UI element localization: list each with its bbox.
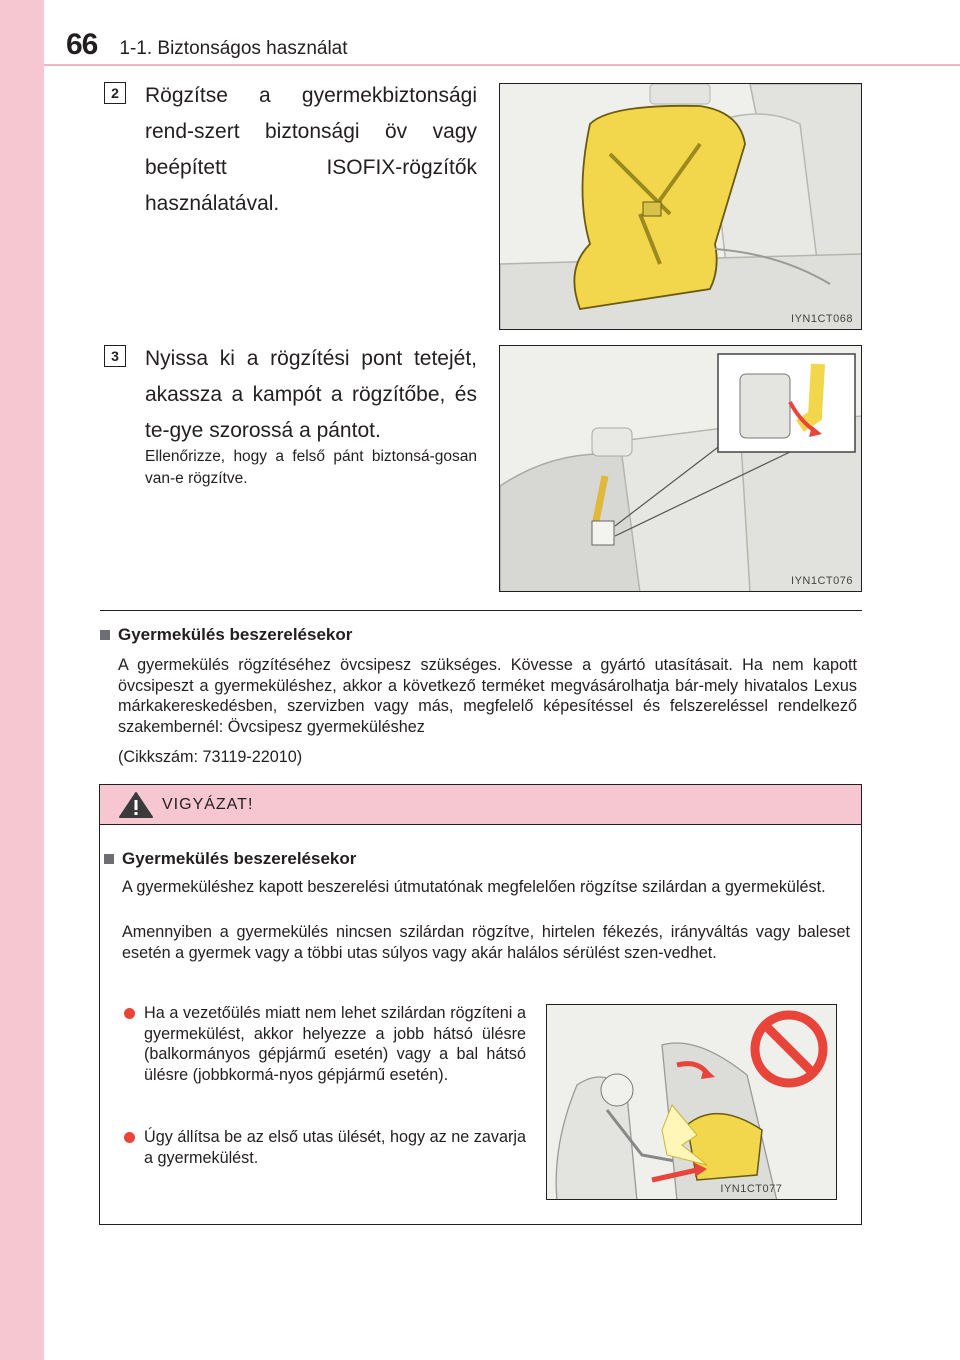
warning-bullet-2-text: Úgy állítsa be az első utas ülését, hogy az ne zavarja a gyermekülést. <box>144 1128 526 1167</box>
page-header <box>66 28 348 64</box>
part-number: (Cikkszám: 73119-22010) <box>118 748 303 766</box>
warning-heading-text: Gyermekülés beszerelésekor <box>122 849 357 868</box>
warning-header <box>100 785 861 825</box>
step-number-3: 3 <box>104 345 126 367</box>
figure-code-068: IYN1CT068 <box>791 313 853 325</box>
warning-heading <box>104 849 356 869</box>
section-divider <box>100 610 862 611</box>
page-number: 66 <box>66 28 98 61</box>
warning-box <box>99 784 862 1225</box>
child-seat-illustration <box>499 83 862 330</box>
step-3-note: Ellenőrizze, hogy a felső pánt biztonsá-gosan van-e rögzítve. <box>145 448 477 487</box>
info-body: A gyermekülés rögzítéséhez övcsipesz szükséges. Kövesse a gyártó utasításait. Ha nem kapott övcsipeszt a gyermeküléshez, akkor a következő terméket megvásárolhatja bár-mely hivatalos Lexus márkakereskedésben, szervizben vagy más, megfelelő képesítéssel és felszereléssel rendelkező szakembernél: Övcsipesz gyermeküléshez <box>118 656 857 736</box>
side-color-strip <box>0 0 44 1360</box>
section-title: 1-1. Biztonságos használat <box>119 38 348 59</box>
warning-bullet-1 <box>124 1003 526 1085</box>
info-heading <box>100 625 352 645</box>
warning-triangle-icon <box>118 791 154 819</box>
step-number-2: 2 <box>104 82 126 104</box>
warning-bullet-1-text: Ha a vezetőülés miatt nem lehet szilárdan rögzíteni a gyermekülést, akkor helyezze a jobb hátsó ülésre (balkormányos gépjármű esetén) vagy a bal hátsó ülésre (jobbkormá-nyos gépjármű esetén). <box>144 1004 526 1084</box>
square-bullet-icon <box>100 630 110 640</box>
tether-anchor-illustration <box>499 345 862 592</box>
rear-seat-warning-illustration <box>546 1004 837 1200</box>
warning-title: VIGYÁZAT! <box>162 795 254 813</box>
warning-paragraph-2: Amennyiben a gyermekülés nincsen szilárdan rögzítve, hirtelen fékezés, irányváltás vagy baleset esetén a gyermek vagy a többi utas súlyos vagy akár halálos sérülést szen-vedhet. <box>122 923 850 962</box>
rear-seat-warning-drawing <box>547 1005 837 1200</box>
figure-code-076: IYN1CT076 <box>791 575 853 587</box>
figure-code-077: IYN1CT077 <box>720 1183 783 1195</box>
info-heading-text: Gyermekülés beszerelésekor <box>118 625 353 644</box>
red-dot-bullet-icon <box>124 1008 135 1019</box>
child-seat-drawing <box>500 84 862 330</box>
tether-anchor-drawing <box>500 346 862 592</box>
warning-bullet-2 <box>124 1127 526 1168</box>
warning-paragraph-1: A gyermeküléshez kapott beszerelési útmutatónak megfelelően rögzítse szilárdan a gyermekülést. <box>122 878 826 896</box>
header-rule <box>44 64 960 66</box>
red-dot-bullet-icon <box>124 1132 135 1143</box>
square-bullet-icon <box>104 854 114 864</box>
step-3-text: Nyissa ki a rögzítési pont tetejét, akassza a kampót a rögzítőbe, és te-gye szorossá a pántot. <box>145 347 477 442</box>
step-2-text: Rögzítse a gyermekbiztonsági rend-szert biztonsági öv vagy beépített ISOFIX-rögzítők használatával. <box>145 84 477 215</box>
